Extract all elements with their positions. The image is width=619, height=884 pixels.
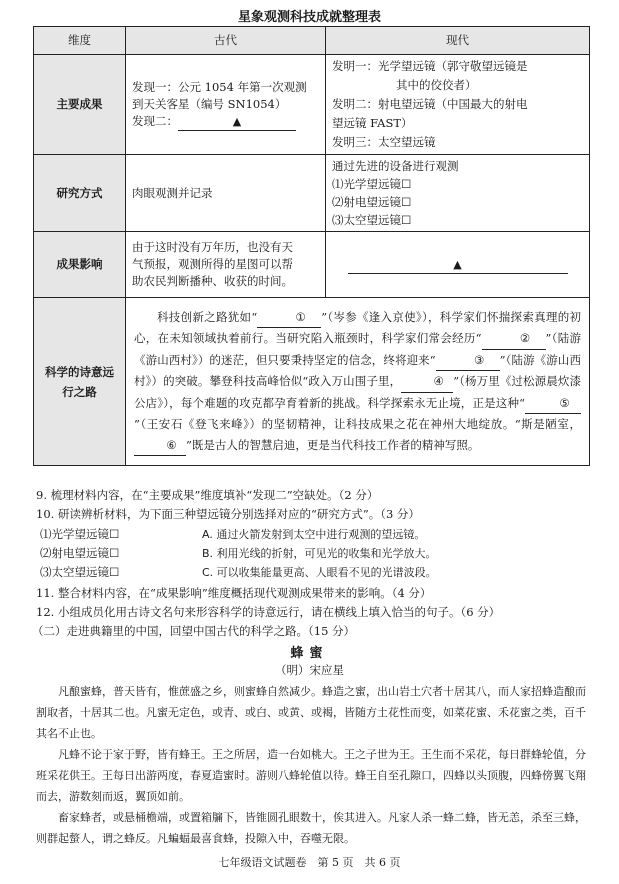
blank-5[interactable]: ⑤ xyxy=(525,393,581,415)
invention-3: 发明三：太空望远镜 xyxy=(332,135,436,149)
passage-paragraph-2: 凡蜂不论于家于野，皆有蜂王。王之所居，造一台如桃大。王之子世为王。王生而不采花，每日群蜂轮值，分班采花供王。王每日出游两度，春夏造蜜时。游则八蜂轮值以待。蜂王自至孔隙口，四蜂以头顶腹，四蜂傍翼飞翔而去，游数刻而返，翼顶如前。 xyxy=(36,748,586,803)
achievement-table xyxy=(33,26,590,466)
discovery-2 xyxy=(132,113,319,131)
poetry-segment: ”（陆游《游山西村》）的迷茫，但只要秉持坚定的信念，终将迎来“ xyxy=(134,331,581,367)
poetry-segment: 科技创新之路犹如“ xyxy=(157,309,258,324)
impact-line-2: 气预报，观测所得的星图可以帮 xyxy=(132,257,293,271)
blank-2[interactable]: ② xyxy=(482,328,546,350)
poetry-passage xyxy=(126,298,590,466)
discovery-2-prefix: 发现二： xyxy=(132,113,178,128)
discovery-1-line1: 发现一：公元 1054 年第一次观测 xyxy=(132,79,307,94)
q10-left-2[interactable]: ⑵射电望远镜☐ xyxy=(40,546,120,560)
method-intro: 通过先进的设备进行观测 xyxy=(332,159,459,173)
poetry-segment: ”（岑参《逢入京使》），科学家们怀揣探索真理的初心，在未知领域执着前行。当研究陷入瓶颈时，科学家们常会经历“ xyxy=(134,309,581,346)
label-method: 研究方式 xyxy=(34,155,126,232)
row-achievements xyxy=(34,55,590,155)
table-title: 星象观测科技成就整理表 xyxy=(237,10,381,25)
method-option-optical[interactable]: ⑴光学望远镜☐ xyxy=(332,177,412,191)
poetry-text xyxy=(134,307,581,457)
invention-1a: 发明一：光学望远镜（郭守敬望远镜是 xyxy=(332,59,528,73)
method-option-space[interactable]: ⑶太空望远镜☐ xyxy=(332,213,412,227)
row-method xyxy=(34,155,590,232)
q10-right-1: A. 通过火箭发射到太空中进行观测的望远镜。 xyxy=(202,528,426,541)
q10-left-3[interactable]: ⑶太空望远镜☐ xyxy=(40,565,120,579)
invention-2b: 望远镜 FAST） xyxy=(332,116,413,130)
page-footer: 七年级语文试题卷 第 5 页 共 6 页 xyxy=(218,856,401,869)
q10-left-1[interactable]: ⑴光学望远镜☐ xyxy=(40,527,120,541)
invention-2a: 发明二：射电望远镜（中国最大的射电 xyxy=(332,97,528,111)
discovery-1-line2: 到天关客星（编号 SN1054） xyxy=(132,96,287,111)
label-achievements: 主要成果 xyxy=(34,55,126,155)
passage-author: （明）宋应星 xyxy=(275,663,344,677)
invention-1b: 其中的佼佼者） xyxy=(396,78,477,92)
label-poetry xyxy=(34,298,126,466)
modern-method xyxy=(326,155,590,232)
table-header-row xyxy=(34,27,590,55)
blank-1[interactable]: ① xyxy=(257,307,321,329)
ancient-method: 肉眼观测并记录 xyxy=(126,155,326,232)
label-impact: 成果影响 xyxy=(34,232,126,298)
blank-4[interactable]: ④ xyxy=(401,371,453,393)
modern-impact xyxy=(326,232,590,298)
question-9: 9. 梳理材料内容，在“主要成果”维度填补“发现二”空缺处。（2 分） xyxy=(36,488,379,502)
question-11: 11. 整合材料内容，在“成果影响”维度概括现代观测成果带来的影响。（4 分） xyxy=(36,586,432,600)
row-poetry xyxy=(34,298,590,466)
discovery-2-blank[interactable] xyxy=(178,113,296,131)
section-2-heading: （二）走进典籍里的中国，回望中国古代的科学之路。（15 分） xyxy=(32,624,356,638)
ancient-impact xyxy=(126,232,326,298)
poetry-segment: ”（陆游《游山西村》）的突破。攀登科技高峰恰似“政入万山围子里， xyxy=(134,352,581,389)
label-poetry-line2: 行之路 xyxy=(62,384,97,399)
poetry-segment: ”（杨万里《过松源晨炊漆公店》），每个难题的攻克都孕育着新的挑战。科学探索永无止境，正是这种“ xyxy=(134,374,581,410)
header-ancient: 古代 xyxy=(126,27,326,55)
modern-achievements xyxy=(326,55,590,155)
impact-blank[interactable] xyxy=(348,256,568,274)
passage-paragraph-1: 凡酿蜜蜂，普天皆有，惟蔗盛之乡，则蜜蜂自然减少。蜂造之蜜，出山岩土穴者十居其八，而人家招蜂造酿而割取者，十居其二也。凡蜜无定色，或青、或白、或黄、或褐，皆随方土花性而变，如菜花蜜、禾花蜜之类，百千其名不止也。 xyxy=(36,685,586,740)
blank-6[interactable]: ⑥ xyxy=(134,435,186,457)
passage-title: 蜂蜜 xyxy=(290,646,329,661)
row-impact xyxy=(34,232,590,298)
poetry-segment: ”既是古人的智慧启迪，更是当代科技工作者的精神写照。 xyxy=(186,437,480,452)
passage-body xyxy=(36,681,586,849)
triangle-icon: ▲ xyxy=(232,114,242,128)
ancient-achievements xyxy=(126,55,326,155)
question-10: 10. 研读辨析材料，为下面三种望远镜分别选择对应的“研究方式”。（3 分） xyxy=(36,507,420,521)
impact-line-1: 由于这时没有万年历，也没有天 xyxy=(132,240,293,254)
header-dimension: 维度 xyxy=(34,27,126,55)
q10-right-3: C. 可以收集能量更高、人眼看不见的光谱波段。 xyxy=(202,566,437,579)
impact-line-3: 助农民判断播种、收获的时间。 xyxy=(132,274,293,288)
question-12: 12. 小组成员化用古诗文名句来形容科学的诗意远行，请在横线上填入恰当的句子。（6 分） xyxy=(36,605,501,619)
method-option-radio[interactable]: ⑵射电望远镜☐ xyxy=(332,195,412,209)
blank-3[interactable]: ③ xyxy=(436,350,500,372)
poetry-segment: ”（王安石《登飞来峰》）的坚韧精神，让科技成果之花在神州大地绽放。“斯是陋室， xyxy=(134,417,581,432)
q10-right-2: B. 利用光线的折射，可见光的收集和光学放大。 xyxy=(202,547,437,560)
passage-paragraph-3: 畜家蜂者，或悬桶檐端，或置箱牖下，皆锥圆孔眼数十，俟其进入。凡家人杀一蜂二蜂，皆无恙，杀至三蜂，则群起螫人，谓之蜂反。凡蝙蝠最喜食蜂，投隙入中，吞噬无限。 xyxy=(36,811,586,845)
triangle-icon: ▲ xyxy=(453,257,462,271)
label-poetry-line1: 科学的诗意远 xyxy=(45,364,114,379)
header-modern: 现代 xyxy=(326,27,590,55)
